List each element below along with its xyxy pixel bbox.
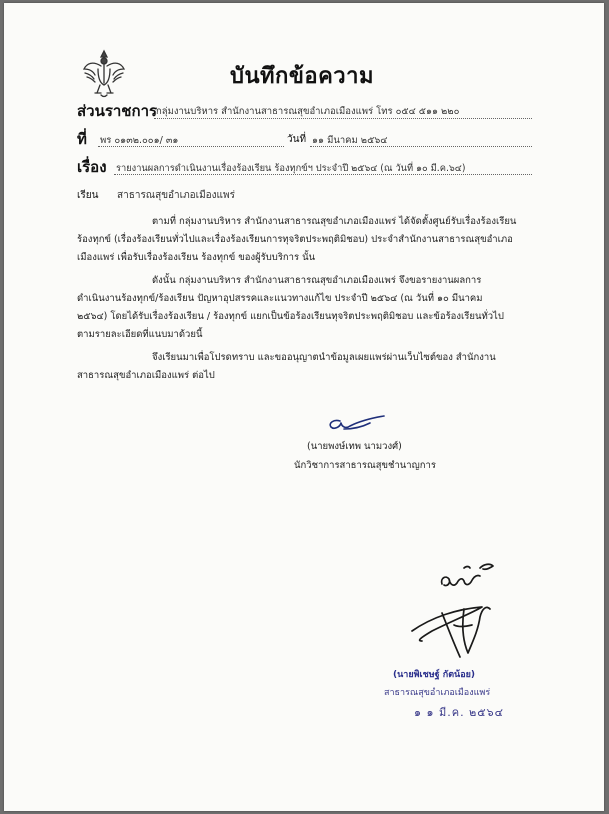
to-value: สาธารณสุขอำเภอเมืองแพร่ [117, 190, 235, 201]
signature-1-icon [322, 413, 392, 437]
signatory-2-position: สาธารณสุขอำเภอเมืองแพร่ [384, 688, 491, 698]
ref-value: พร ๐๑๓๒.๐๐๑/ ๓๑ [100, 135, 179, 146]
agency-label: ส่วนราชการ [77, 102, 158, 120]
ref-label: ที่ [77, 130, 87, 148]
paragraph-2-line-4: ตามรายละเอียดที่แนบมาด้วยนี้ [77, 329, 203, 340]
signatory-1-position: นักวิชาการสาธารณสุขชำนาญการ [294, 460, 436, 471]
signature-2-icon [402, 583, 502, 663]
paragraph-1-line-2: ร้องทุกข์ (เรื่องร้องเรียนทั่วไปและเรื่องร้องเรียนการทุจริตประพฤติมิชอบ) ประจำสำนักงานสาธารณสุขอำเภอ [77, 234, 513, 245]
memo-page [4, 3, 604, 811]
date-value: ๑๑ มีนาคม ๒๕๖๔ [312, 135, 388, 146]
paragraph-2-line-3: ๒๕๖๔) โดยได้รับเรื่องร้องเรียน / ร้องทุกข์ แยกเป็นข้อร้องเรียนทุจริตประพฤติมิชอบ และข้อร้องเรียนทั่วไป [77, 311, 504, 322]
garuda-emblem-icon [81, 47, 127, 99]
signatory-2-date: ๑ ๑ มี.ค. ๒๕๖๔ [414, 706, 504, 719]
paragraph-2-line-2: ดำเนินงานร้องทุกข์/ร้องเรียน ปัญหาอุปสรรคและแนวทางแก้ไข ประจำปี ๒๕๖๔ (ณ วันที่ ๑๐ มีนาคม [77, 293, 483, 304]
memo-title: บันทึกข้อความ [230, 64, 375, 89]
paragraph-3-line-1: จึงเรียนมาเพื่อโปรดทราบ และขออนุญาตนำข้อมูลเผยแพร่ผ่านเว็บไซต์ของ สำนักงาน [152, 352, 496, 363]
paragraph-3-line-2: สาธารณสุขอำเภอเมืองแพร่ ต่อไป [77, 370, 215, 381]
signatory-2-name: (นายพิเชษฐ์ กัตน้อย) [393, 670, 475, 680]
subject-underline [114, 174, 532, 175]
date-label: วันที่ [287, 134, 307, 145]
ref-underline [98, 146, 284, 147]
paragraph-1-line-3: เมืองแพร่ เพื่อรับเรื่องร้องเรียน ร้องทุกข์ ของผู้รับบริการ นั้น [77, 252, 316, 263]
paragraph-2-line-1: ดังนั้น กลุ่มงานบริหาร สำนักงานสาธารณสุขอำเภอเมืองแพร่ จึงขอรายงานผลการ [152, 275, 482, 286]
paragraph-1-line-1: ตามที่ กลุ่มงานบริหาร สำนักงานสาธารณสุขอำเภอเมืองแพร่ ได้จัดตั้งศูนย์รับเรื่องร้องเรียน [152, 216, 517, 227]
date-underline [310, 146, 532, 147]
subject-label: เรื่อง [77, 158, 107, 176]
subject-value: รายงานผลการดำเนินงานเรื่องร้องเรียน ร้องทุกข์ฯ ประจำปี ๒๕๖๔ (ณ วันที่ ๑๐ มี.ค.๖๔) [116, 163, 466, 174]
agency-value: กลุ่มงานบริหาร สำนักงานสาธารณสุขอำเภอเมืองแพร่ โทร ๐๕๔ ๕๑๑ ๒๒๐ [156, 106, 460, 117]
agency-underline [154, 118, 532, 119]
signatory-1-name: (นายพงษ์เทพ นามวงศ์) [307, 441, 402, 452]
to-label: เรียน [77, 190, 99, 201]
